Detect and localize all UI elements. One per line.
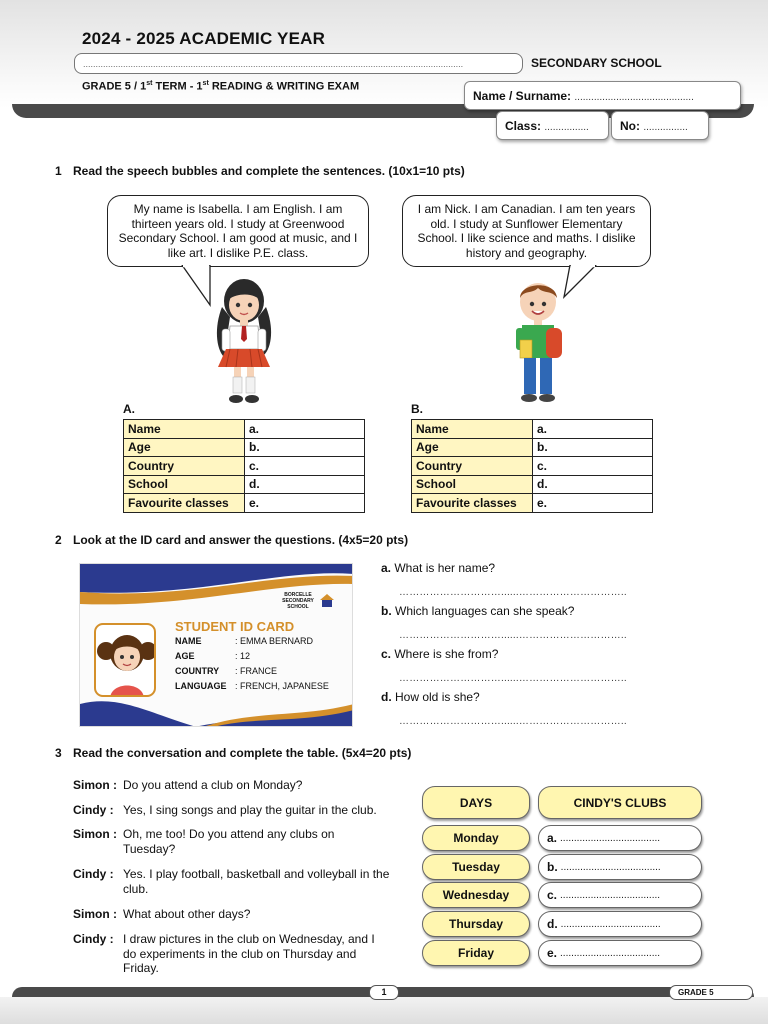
table-a-label: A. <box>123 402 135 416</box>
row-dots: .................................... <box>560 861 661 873</box>
table-answer-cell[interactable]: b. <box>533 438 653 457</box>
answer-line-2a[interactable]: …………………………......………………………….. <box>399 587 627 598</box>
school-house-icon <box>320 594 334 607</box>
table-row <box>412 475 653 494</box>
student-girl-avatar <box>96 625 156 697</box>
table-key: Favourite classes <box>124 494 245 513</box>
card-key: LANGUAGE <box>175 681 227 691</box>
table-answer-cell[interactable]: c. <box>533 457 653 476</box>
line-text: Do you attend a club on Monday? <box>123 778 303 792</box>
card-title: STUDENT ID CARD <box>175 619 295 634</box>
table-key: Country <box>412 457 533 476</box>
grade-sup-2: st <box>202 80 209 87</box>
row-dots: .................................... <box>560 832 661 844</box>
card-value: : EMMA BERNARD <box>235 636 314 646</box>
table-row <box>124 494 365 513</box>
answer-line-2d[interactable]: …………………………......………………………….. <box>399 716 627 727</box>
row-dots: .................................... <box>560 889 661 901</box>
table-answer-cell[interactable]: e. <box>245 494 365 513</box>
table-answer-cell[interactable]: a. <box>533 420 653 439</box>
card-row-age <box>175 651 250 661</box>
class-label: Class: <box>505 119 542 133</box>
question-3-heading <box>55 746 411 760</box>
question-3-number: 3 <box>55 746 62 760</box>
table-answer-cell[interactable]: d. <box>533 475 653 494</box>
card-key: AGE <box>175 651 195 661</box>
class-dots: ................ <box>544 122 589 133</box>
class-field[interactable] <box>496 111 609 140</box>
table-row <box>412 457 653 476</box>
grade-suffix: READING & WRITING EXAM <box>208 80 360 93</box>
speaker: Cindy : <box>73 803 114 817</box>
card-value: : FRENCH, JAPANESE <box>235 681 329 691</box>
line-text: What about other days? <box>123 907 251 921</box>
question-3-text: Read the conversation and complete the table. (5x4=20 pts) <box>73 746 412 760</box>
student-id-card <box>79 563 353 727</box>
day-tuesday: Tuesday <box>422 854 530 880</box>
table-answer-cell[interactable]: d. <box>245 475 365 494</box>
table-answer-cell[interactable]: c. <box>245 457 365 476</box>
day-wednesday: Wednesday <box>422 882 530 908</box>
question-text: Where is she from? <box>391 647 499 661</box>
no-dots: ................ <box>643 122 688 133</box>
speaker: Simon : <box>73 907 117 921</box>
question-text: How old is she? <box>391 690 480 704</box>
school-name-field[interactable]: ........................................................................................................................................................ <box>74 53 523 74</box>
question-2-number: 2 <box>55 533 62 547</box>
table-row <box>124 457 365 476</box>
question-letter: a. <box>381 561 392 575</box>
day-friday: Friday <box>422 940 530 966</box>
row-letter: c. <box>547 888 558 902</box>
question-2c <box>381 647 498 661</box>
school-label: SECONDARY SCHOOL <box>531 56 662 70</box>
question-2d <box>381 690 480 704</box>
row-dots: .................................... <box>560 918 661 930</box>
answer-line-2b[interactable]: …………………………......………………………….. <box>399 630 627 641</box>
card-value: : 12 <box>235 651 251 661</box>
speech-bubble-nick: I am Nick. I am Canadian. I am ten years old. I study at Sunflower Elementary School. I like science and maths. I dislike history and geography. <box>402 195 651 267</box>
student-photo <box>94 623 156 697</box>
footer-background <box>0 997 768 1024</box>
question-2b <box>381 604 574 618</box>
table-row <box>412 420 653 439</box>
club-answer-field[interactable] <box>538 940 702 966</box>
question-2a <box>381 561 495 575</box>
row-dots: .................................... <box>560 947 661 959</box>
question-1-number: 1 <box>55 164 62 178</box>
table-row <box>124 438 365 457</box>
card-school-name: BORCELLE SECONDARY SCHOOL <box>282 592 314 610</box>
question-letter: b. <box>381 604 392 618</box>
speaker: Cindy : <box>73 932 114 946</box>
clubs-column-header: CINDY'S CLUBS <box>538 786 702 819</box>
table-b-label: B. <box>411 402 423 416</box>
exam-subtitle <box>82 80 359 93</box>
club-answer-field[interactable] <box>538 911 702 937</box>
question-text: What is her name? <box>391 561 496 575</box>
speaker: Cindy : <box>73 867 114 881</box>
table-key: Country <box>124 457 245 476</box>
info-table-a <box>123 419 365 513</box>
club-answer-field[interactable] <box>538 882 702 908</box>
page-number: 1 <box>369 985 399 1000</box>
line-text: Yes, I sing songs and play the guitar in the club. <box>123 803 377 817</box>
row-letter: a. <box>547 831 558 845</box>
grade-mid: TERM - 1 <box>152 80 203 93</box>
table-row <box>412 494 653 513</box>
card-row-name <box>175 636 313 646</box>
question-2-heading <box>55 533 408 547</box>
info-table-b <box>411 419 653 513</box>
table-key: School <box>412 475 533 494</box>
table-key: School <box>124 475 245 494</box>
question-letter: d. <box>381 690 392 704</box>
row-letter: e. <box>547 946 558 960</box>
table-key: Name <box>124 420 245 439</box>
name-surname-field[interactable] <box>464 81 741 110</box>
card-value: : FRANCE <box>235 666 278 676</box>
grade-sup-1: st <box>146 80 153 87</box>
speaker: Simon : <box>73 778 117 792</box>
card-key: NAME <box>175 636 202 646</box>
card-row-language <box>175 681 329 691</box>
grade-tag: GRADE 5 <box>669 985 753 1000</box>
row-letter: d. <box>547 917 558 931</box>
table-row <box>124 475 365 494</box>
question-text: Which languages can she speak? <box>391 604 575 618</box>
club-answer-field[interactable] <box>538 854 702 880</box>
table-row <box>124 420 365 439</box>
day-thursday: Thursday <box>422 911 530 937</box>
table-answer-cell[interactable]: b. <box>245 438 365 457</box>
table-key: Age <box>412 438 533 457</box>
number-field[interactable] <box>611 111 709 140</box>
boy-illustration <box>508 280 570 408</box>
girl-illustration <box>208 277 280 407</box>
days-column-header: DAYS <box>422 786 530 819</box>
question-1-text: Read the speech bubbles and complete the sentences. (10x1=10 pts) <box>73 164 465 178</box>
speech-bubble-isabella: My name is Isabella. I am English. I am thirteen years old. I study at Greenwood Secondary School. I am good at music, and I like art. I dislike P.E. class. <box>107 195 369 267</box>
table-key: Age <box>124 438 245 457</box>
question-letter: c. <box>381 647 392 661</box>
card-row-country <box>175 666 277 676</box>
name-label: Name / Surname: <box>473 89 572 103</box>
row-letter: b. <box>547 860 558 874</box>
grade-prefix: GRADE 5 / 1 <box>82 80 147 93</box>
page-title: 2024 - 2025 ACADEMIC YEAR <box>82 29 326 48</box>
name-dots: ........................................... <box>574 92 694 103</box>
day-monday: Monday <box>422 825 530 851</box>
line-text: Oh, me too! Do you attend any clubs on Tuesday? <box>123 827 335 856</box>
club-answer-field[interactable] <box>538 825 702 851</box>
table-key: Name <box>412 420 533 439</box>
line-text: Yes. I play football, basketball and volleyball in the club. <box>123 867 390 896</box>
question-1-heading <box>55 164 465 178</box>
card-key: COUNTRY <box>175 666 220 676</box>
table-row <box>412 438 653 457</box>
table-answer-cell[interactable]: e. <box>533 494 653 513</box>
table-answer-cell[interactable]: a. <box>245 420 365 439</box>
table-key: Favourite classes <box>412 494 533 513</box>
answer-line-2c[interactable]: …………………………......………………………….. <box>399 673 627 684</box>
line-text: I draw pictures in the club on Wednesday, and I do experiments in the club on Thursday and Friday. <box>123 932 375 975</box>
question-2-text: Look at the ID card and answer the questions. (4x5=20 pts) <box>73 533 409 547</box>
no-label: No: <box>620 119 640 133</box>
speaker: Simon : <box>73 827 117 841</box>
